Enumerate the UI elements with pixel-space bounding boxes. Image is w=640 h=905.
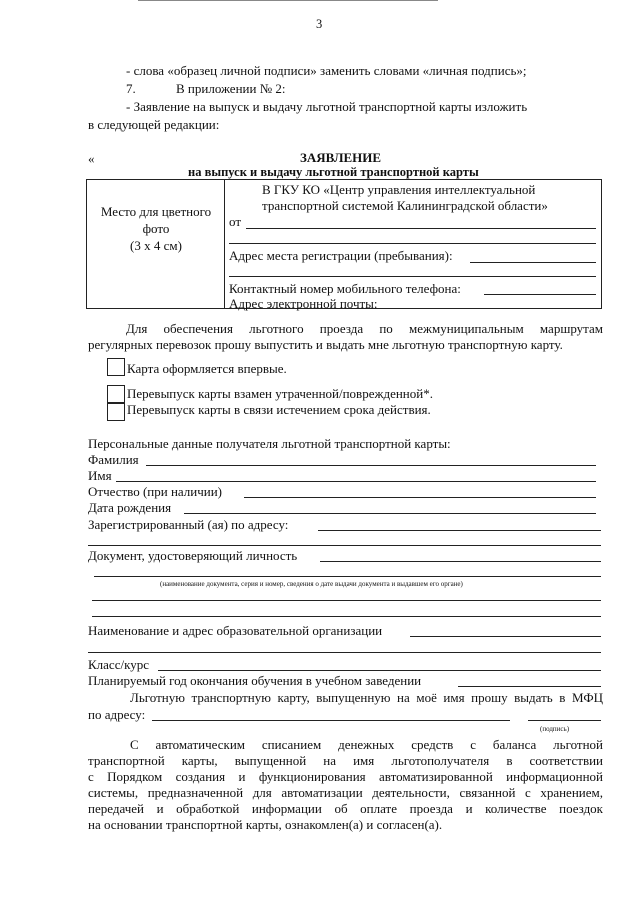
- checkbox-first-issue-label: Карта оформляется впервые.: [127, 361, 287, 376]
- personal-data-header: Персональные данные получателя льготной транспортной карты:: [88, 436, 451, 451]
- patronymic-label: Отчество (при наличии): [88, 484, 223, 499]
- phone-field[interactable]: [484, 294, 596, 295]
- consent-line-4: системы, предназначенной для автоматизации деятельности, связанной с хранением,: [88, 785, 603, 800]
- registered-address-label: Зарегистрированный (ая) по адресу:: [88, 517, 289, 532]
- intro-item-number: 7.: [126, 81, 136, 96]
- from-field-extra[interactable]: [229, 243, 596, 244]
- consent-line-2: транспортной карты, выпущенной на имя льготополучателя в соответствии: [88, 753, 603, 768]
- checkbox-reissue-lost[interactable]: [107, 385, 125, 403]
- patronymic-field[interactable]: [244, 497, 596, 498]
- recipient-line-1: В ГКУ КО «Центр управления интеллектуальной: [262, 182, 536, 197]
- address-label: Адрес места регистрации (пребывания):: [229, 248, 453, 263]
- class-course-label: Класс/курс: [88, 657, 149, 672]
- name-field[interactable]: [116, 481, 596, 482]
- phone-label: Контактный номер мобильного телефона:: [229, 281, 461, 296]
- mfc-address-field[interactable]: [152, 720, 510, 721]
- quote-mark: «: [88, 151, 95, 166]
- education-org-field-extra[interactable]: [88, 652, 601, 653]
- surname-field[interactable]: [146, 465, 596, 466]
- id-document-field-line-2[interactable]: [92, 600, 601, 601]
- photo-line-3: (3 х 4 см): [130, 238, 182, 253]
- form-subtitle: на выпуск и выдачу льготной транспортной карты: [188, 165, 479, 179]
- intro-item-text: В приложении № 2:: [176, 81, 286, 96]
- photo-line-1: Место для цветного: [100, 204, 212, 219]
- education-org-field[interactable]: [410, 636, 601, 637]
- checkbox-reissue-expired-label: Перевыпуск карты в связи истечением срока действия.: [127, 402, 431, 417]
- address-field[interactable]: [470, 262, 596, 263]
- intro-line-4: в следующей редакции:: [88, 117, 220, 132]
- consent-line-6: на основании транспортной карты, ознакомлен(а) и согласен(а).: [88, 817, 443, 832]
- consent-line-1: С автоматическим списанием денежных средств с баланса льготной: [130, 737, 603, 752]
- consent-line-3: с Порядком создания и функционирования автоматизированной информационной: [88, 769, 603, 784]
- request-line-1: Для обеспечения льготного проезда по межмуниципальным маршрутам: [126, 321, 603, 336]
- graduation-year-label: Планируемый год окончания обучения в учебном заведении: [88, 673, 422, 688]
- intro-line-3: - Заявление на выпуск и выдачу льготной транспортной карты изложить: [126, 99, 528, 114]
- top-edge-line: [138, 0, 438, 1]
- consent-line-5: передачей и обработкой информации об оплате проезда и количестве поездок: [88, 801, 603, 816]
- birthdate-label: Дата рождения: [88, 500, 172, 515]
- intro-line-1: - слова «образец личной подписи» заменить словами «личная подпись»;: [126, 63, 527, 78]
- surname-label: Фамилия: [88, 452, 139, 467]
- mfc-line-2: по адресу:: [88, 707, 146, 722]
- signature-field[interactable]: [528, 720, 601, 721]
- email-label: Адрес электронной почты:: [229, 296, 378, 311]
- id-document-hint: (наименование документа, серия и номер, сведения о дате выдачи документа и выдавшем его органе): [160, 580, 463, 588]
- name-label: Имя: [88, 468, 112, 483]
- registered-address-field-extra[interactable]: [88, 545, 601, 546]
- id-document-field[interactable]: [320, 561, 601, 562]
- id-document-field-line-3[interactable]: [92, 616, 601, 617]
- mfc-line-1: Льготную транспортную карту, выпущенную на моё имя прошу выдать в МФЦ: [130, 690, 603, 705]
- request-line-2: регулярных перевозок прошу выпустить и выдать мне льготную транспортную карту.: [88, 337, 563, 352]
- from-label: от: [229, 214, 242, 229]
- id-document-label: Документ, удостоверяющий личность: [88, 548, 298, 563]
- class-course-field[interactable]: [158, 670, 601, 671]
- checkbox-reissue-lost-label: Перевыпуск карты взамен утраченной/поврежденной*.: [127, 386, 433, 401]
- from-field[interactable]: [246, 228, 596, 229]
- recipient-line-2: транспортной системой Калининградской области»: [262, 198, 548, 213]
- photo-line-2: фото: [142, 221, 170, 236]
- signature-hint: (подпись): [540, 725, 570, 733]
- registered-address-field[interactable]: [318, 530, 601, 531]
- id-document-field-extra[interactable]: [94, 576, 601, 577]
- checkbox-reissue-expired[interactable]: [107, 403, 125, 421]
- form-title: ЗАЯВЛЕНИЕ: [300, 150, 382, 165]
- birthdate-field[interactable]: [184, 513, 596, 514]
- graduation-year-field[interactable]: [458, 686, 601, 687]
- education-org-label: Наименование и адрес образовательной организации: [88, 623, 383, 638]
- address-field-extra[interactable]: [229, 276, 596, 277]
- header-table-divider: [224, 179, 225, 309]
- checkbox-first-issue[interactable]: [107, 358, 125, 376]
- page-number: 3: [316, 17, 323, 31]
